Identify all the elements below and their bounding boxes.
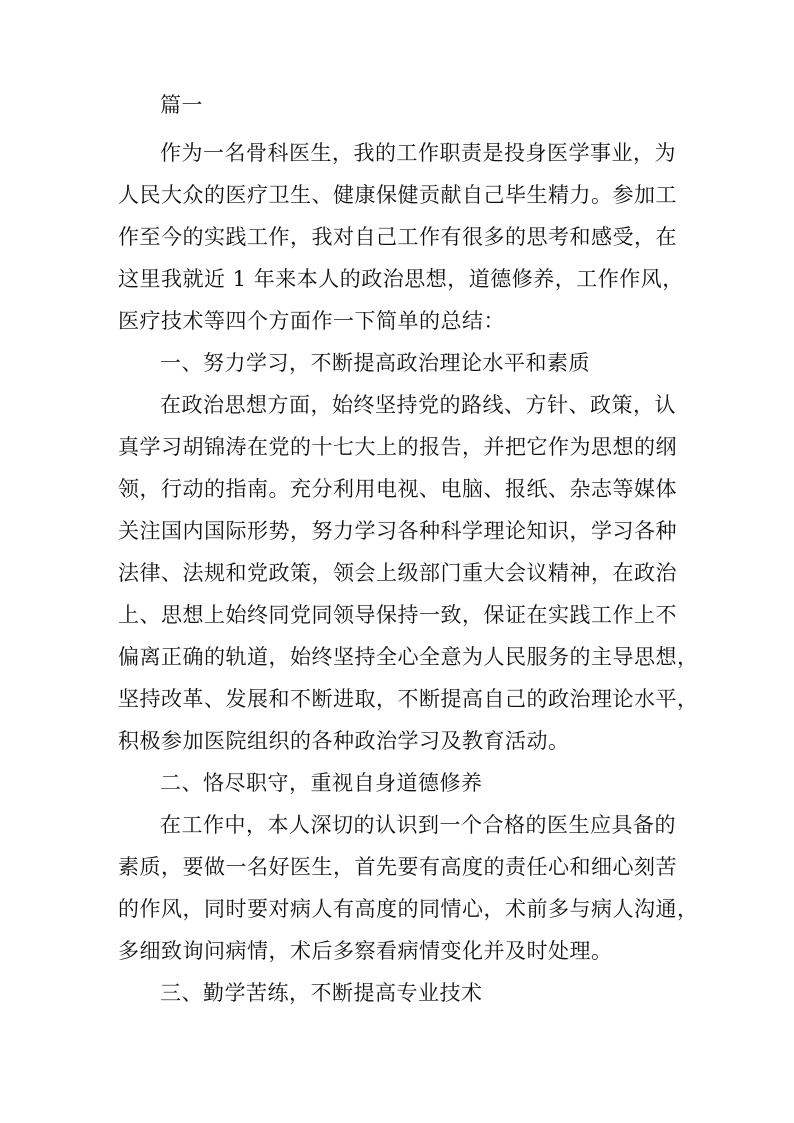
- paragraph-line: 积极参加医院组织的各种政治学习及教育活动。: [118, 729, 570, 753]
- paragraph-line: 医疗技术等四个方面作一下简单的总结：: [118, 309, 505, 333]
- paragraph-line: 素质，要做一名好医生，首先要有高度的责任心和细心刻苦: [118, 855, 677, 879]
- section-title: 篇一: [160, 93, 203, 117]
- paragraph-line: 作至今的实践工作，我对自己工作有很多的思考和感受，在: [118, 225, 677, 249]
- paragraph-line: 领，行动的指南。充分利用电视、电脑、报纸、杂志等媒体: [118, 477, 677, 501]
- paragraph-line: 人民大众的医疗卫生、健康保健贡献自己毕生精力。参加工: [118, 183, 677, 207]
- paragraph-line: 的作风，同时要对病人有高度的同情心，术前多与病人沟通，: [118, 897, 699, 921]
- paragraph-line: 关注国内国际形势，努力学习各种科学理论知识，学习各种: [118, 519, 677, 543]
- paragraph-line: 上、思想上始终同党同领导保持一致，保证在实践工作上不: [118, 603, 677, 627]
- paragraph-line: 在工作中，本人深切的认识到一个合格的医生应具备的: [160, 813, 676, 837]
- heading-three: 三、勤学苦练，不断提高专业技术: [160, 981, 483, 1005]
- paragraph-line: 偏离正确的轨道，始终坚持全心全意为人民服务的主导思想，: [118, 645, 699, 669]
- paragraph-line: 在政治思想方面，始终坚持党的路线、方针、政策，认: [160, 393, 676, 417]
- heading-one: 一、努力学习，不断提高政治理论水平和素质: [160, 351, 590, 375]
- paragraph-line: 作为一名骨科医生，我的工作职责是投身医学事业，为: [160, 141, 676, 165]
- paragraph-line: 真学习胡锦涛在党的十七大上的报告，并把它作为思想的纲: [118, 435, 677, 459]
- heading-two: 二、恪尽职守，重视自身道德修养: [160, 771, 483, 795]
- paragraph-line: 法律、法规和党政策，领会上级部门重大会议精神，在政治: [118, 561, 677, 585]
- paragraph-line: 坚持改革、发展和不断进取，不断提高自己的政治理论水平，: [118, 687, 699, 711]
- paragraph-line: 多细致询问病情，术后多察看病情变化并及时处理。: [118, 939, 613, 963]
- paragraph-line: 这里我就近 1 年来本人的政治思想，道德修养，工作作风，: [118, 267, 684, 291]
